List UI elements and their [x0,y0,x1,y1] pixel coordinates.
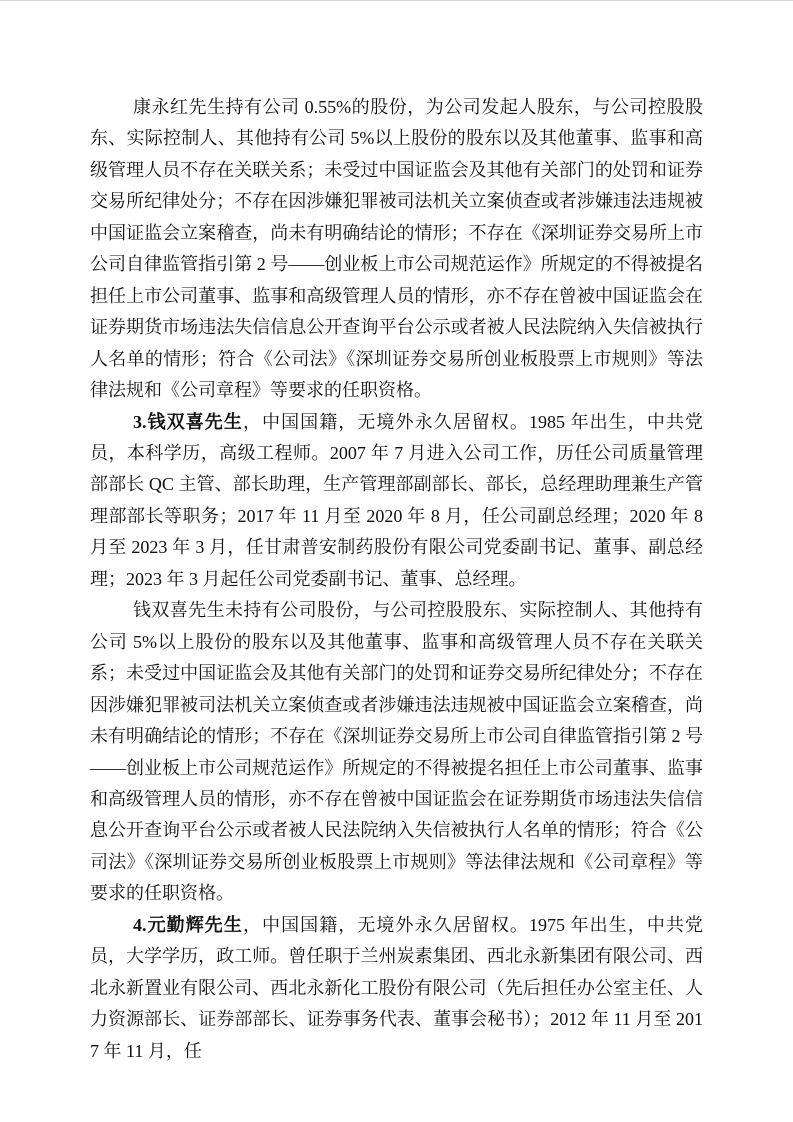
paragraph-lead-name: 3.钱双喜先生 [133,411,243,432]
paragraph-body-text: ，中国国籍，无境外永久居留权。1975 年出生，中共党员，大学学历，政工师。曾任职于兰州炭素集团、西北永新集团有限公司、西北永新置业有限公司、西北永新化工股份有限公司（先后担任办公室主任、人力资源部长、证券部部长、证券事务代表、董事会秘书）；2012 年 11 月至 2017 年 11 月，任 [90,914,704,1061]
paragraph-body-text: ，中国国籍，无境外永久居留权。1985 年出生，中共党员，本科学历，高级工程师。2007 年 7 月进入公司工作，历任公司质量管理部部长 QC 主管、部长助理，生产管理部副部长、部长，总经理助理兼生产管理部部长等职务；2017 年 11 月至 2020 年 8 月，任公司副总经理；2020 年 8 月至 2023 年 3 月，任甘肃普安制药股份有限公司党委副书记、董事、副总经理；2023 年 3 月起任公司党委副书记、董事、总经理。 [90,411,704,589]
paragraph-qian-shuangxi-qualifications [90,595,703,910]
paragraph-qian-shuangxi-biography [90,407,703,596]
page-content [90,92,703,1067]
paragraph-kang-yonghong-qualifications [90,92,703,407]
paragraph-yuan-qinhui-biography [90,910,703,1067]
paragraph-body-text: 康永红先生持有公司 0.55%的股份，为公司发起人股东，与公司控股股东、实际控制人、其他持有公司 5%以上股份的股东以及其他董事、监事和高级管理人员不存在关联关系；未受过中国证监会及其他有关部门的处罚和证券交易所纪律处分；不存在因涉嫌犯罪被司法机关立案侦查或者涉嫌违法违规被中国证监会立案稽查，尚未有明确结论的情形；不存在《深圳证券交易所上市公司自律监管指引第 2 号——创业板上市公司规范运作》所规定的不得被提名担任上市公司董事、监事和高级管理人员的情形，亦不存在曾被中国证监会在证券期货市场违法失信信息公开查询平台公示或者被人民法院纳入失信被执行人名单的情形；符合《公司法》《深圳证券交易所创业板股票上市规则》等法律法规和《公司章程》等要求的任职资格。 [90,97,703,401]
paragraph-body-text: 钱双喜先生未持有公司股份，与公司控股股东、实际控制人、其他持有公司 5%以上股份的股东以及其他董事、监事和高级管理人员不存在关联关系；未受过中国证监会及其他有关部门的处罚和证券交易所纪律处分；不存在因涉嫌犯罪被司法机关立案侦查或者涉嫌违法违规被中国证监会立案稽查，尚未有明确结论的情形；不存在《深圳证券交易所上市公司自律监管指引第 2 号——创业板上市公司规范运作》所规定的不得被提名担任上市公司董事、监事和高级管理人员的情形，亦不存在曾被中国证监会在证券期货市场违法失信信息公开查询平台公示或者被人民法院纳入失信被执行人名单的情形；符合《公司法》《深圳证券交易所创业板股票上市规则》等法律法规和《公司章程》等要求的任职资格。 [90,600,703,904]
paragraph-lead-name: 4.元勤辉先生 [133,914,243,935]
